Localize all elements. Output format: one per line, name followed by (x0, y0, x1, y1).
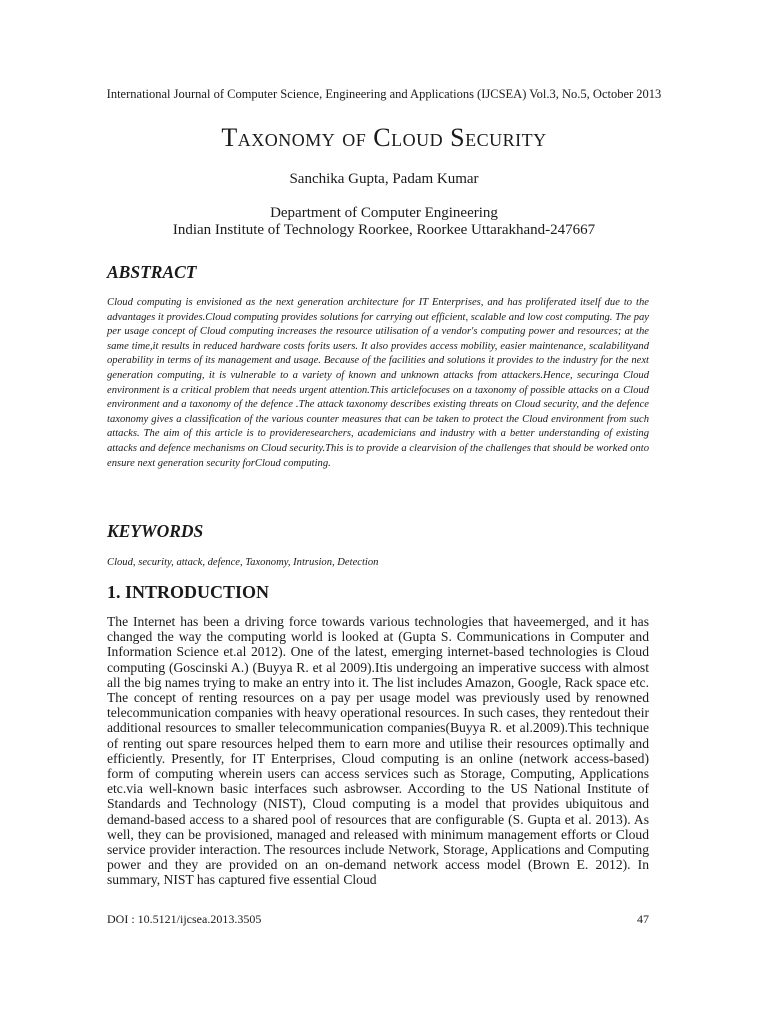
affiliation (0, 205, 768, 239)
keywords-text: Cloud, security, attack, defence, Taxonomy, Intrusion, Detection (107, 557, 379, 568)
introduction-heading: 1. INTRODUCTION (107, 582, 270, 602)
keywords-heading: KEYWORDS (107, 521, 204, 541)
page-number: 47 (637, 912, 649, 926)
introduction-text: The Internet has been a driving force towards various technologies that haveemerged, and it has changed the way the computing world is looked at (Gupta S. Communications in Computer and Information Science et.al 2012). One of the latest, emerging internet-based technologies is Cloud computing (Goscinski A.) (Buyya R. et al 2009).Itis undergoing an imperative success with almost all the big names trying to make an entry into it. The list includes Amazon, Google, Rack space etc. The concept of renting resources on a pay per usage model was previously used by renowned telecommunication companies with heavy operational resources. In such cases, they rentedout their additional resources to smaller telecommunication companies(Buyya R. et al.2009).This technique of renting out spare resources helped them to earn more and utilise their resources optimally and efficiently. Presently, for IT Enterprises, Cloud computing is an online (network access-based) form of computing wherein users can access services such as Storage, Computing, Applications etc.via well-known basic interfaces such asbrowser. According to the US National Institute of Standards and Technology (NIST), Cloud computing is a model that provides ubiquitous and demand-based access to a shared pool of resources that are configurable (S. Gupta et al. 2013). As well, they can be provisioned, managed and released with minimum management efforts or Cloud service provider interaction. The resources include Network, Storage, Applications and Computing power and they are provided on an on-demand network access model (Brown E. 2012). In summary, NIST has captured five essential Cloud (107, 614, 649, 888)
footer-doi: DOI : 10.5121/ijcsea.2013.3505 (107, 912, 262, 926)
abstract-heading: ABSTRACT (107, 262, 197, 282)
paper-title (0, 123, 768, 153)
paper-title-text: Taxonomy of Cloud Security (221, 123, 547, 152)
affiliation-department: Department of Computer Engineering (270, 205, 498, 221)
paper-authors: Sanchika Gupta, Padam Kumar (289, 171, 479, 187)
journal-header: International Journal of Computer Science, Engineering and Applications (IJCSEA) Vol.3, No.5, October 2013 (106, 87, 662, 101)
affiliation-institute: Indian Institute of Technology Roorkee, Roorkee Uttarakhand-247667 (172, 222, 596, 238)
abstract-text: Cloud computing is envisioned as the next generation architecture for IT Enterprises, and has proliferated itself due to the advantages it provides.Cloud computing provides solutions for carrying out efficient, scalable and low cost computing. The pay per usage concept of Cloud computing increases the resource utilisation of a vendor's computing power and resources; at the same time,it results in reduced hardware costs forits users. It also provides access mobility, easier maintenance, scalabilityand operability in terms of its management and usage. Because of the facilities and solutions it provides to the industry for the next generation computing, it is vulnerable to a variety of known and unknown attacks from attackers.Hence, securinga Cloud environment is a critical problem that needs urgent attention.This articlefocuses on a taxonomy of possible attacks on a Cloud environment and a taxonomy of the defence .The attack taxonomy describes existing threats on Cloud security, and the defence taxonomy gives a classification of the various counter measures that can be taken to protect the Cloud environment from such attacks. The aim of this article is to provideresearchers, academicians and industry with a better understanding of existing attacks and defence mechanisms on Cloud security.This is to provide a clearvision of the challenges that should be worked onto ensure next generation security forCloud computing. (107, 297, 649, 469)
